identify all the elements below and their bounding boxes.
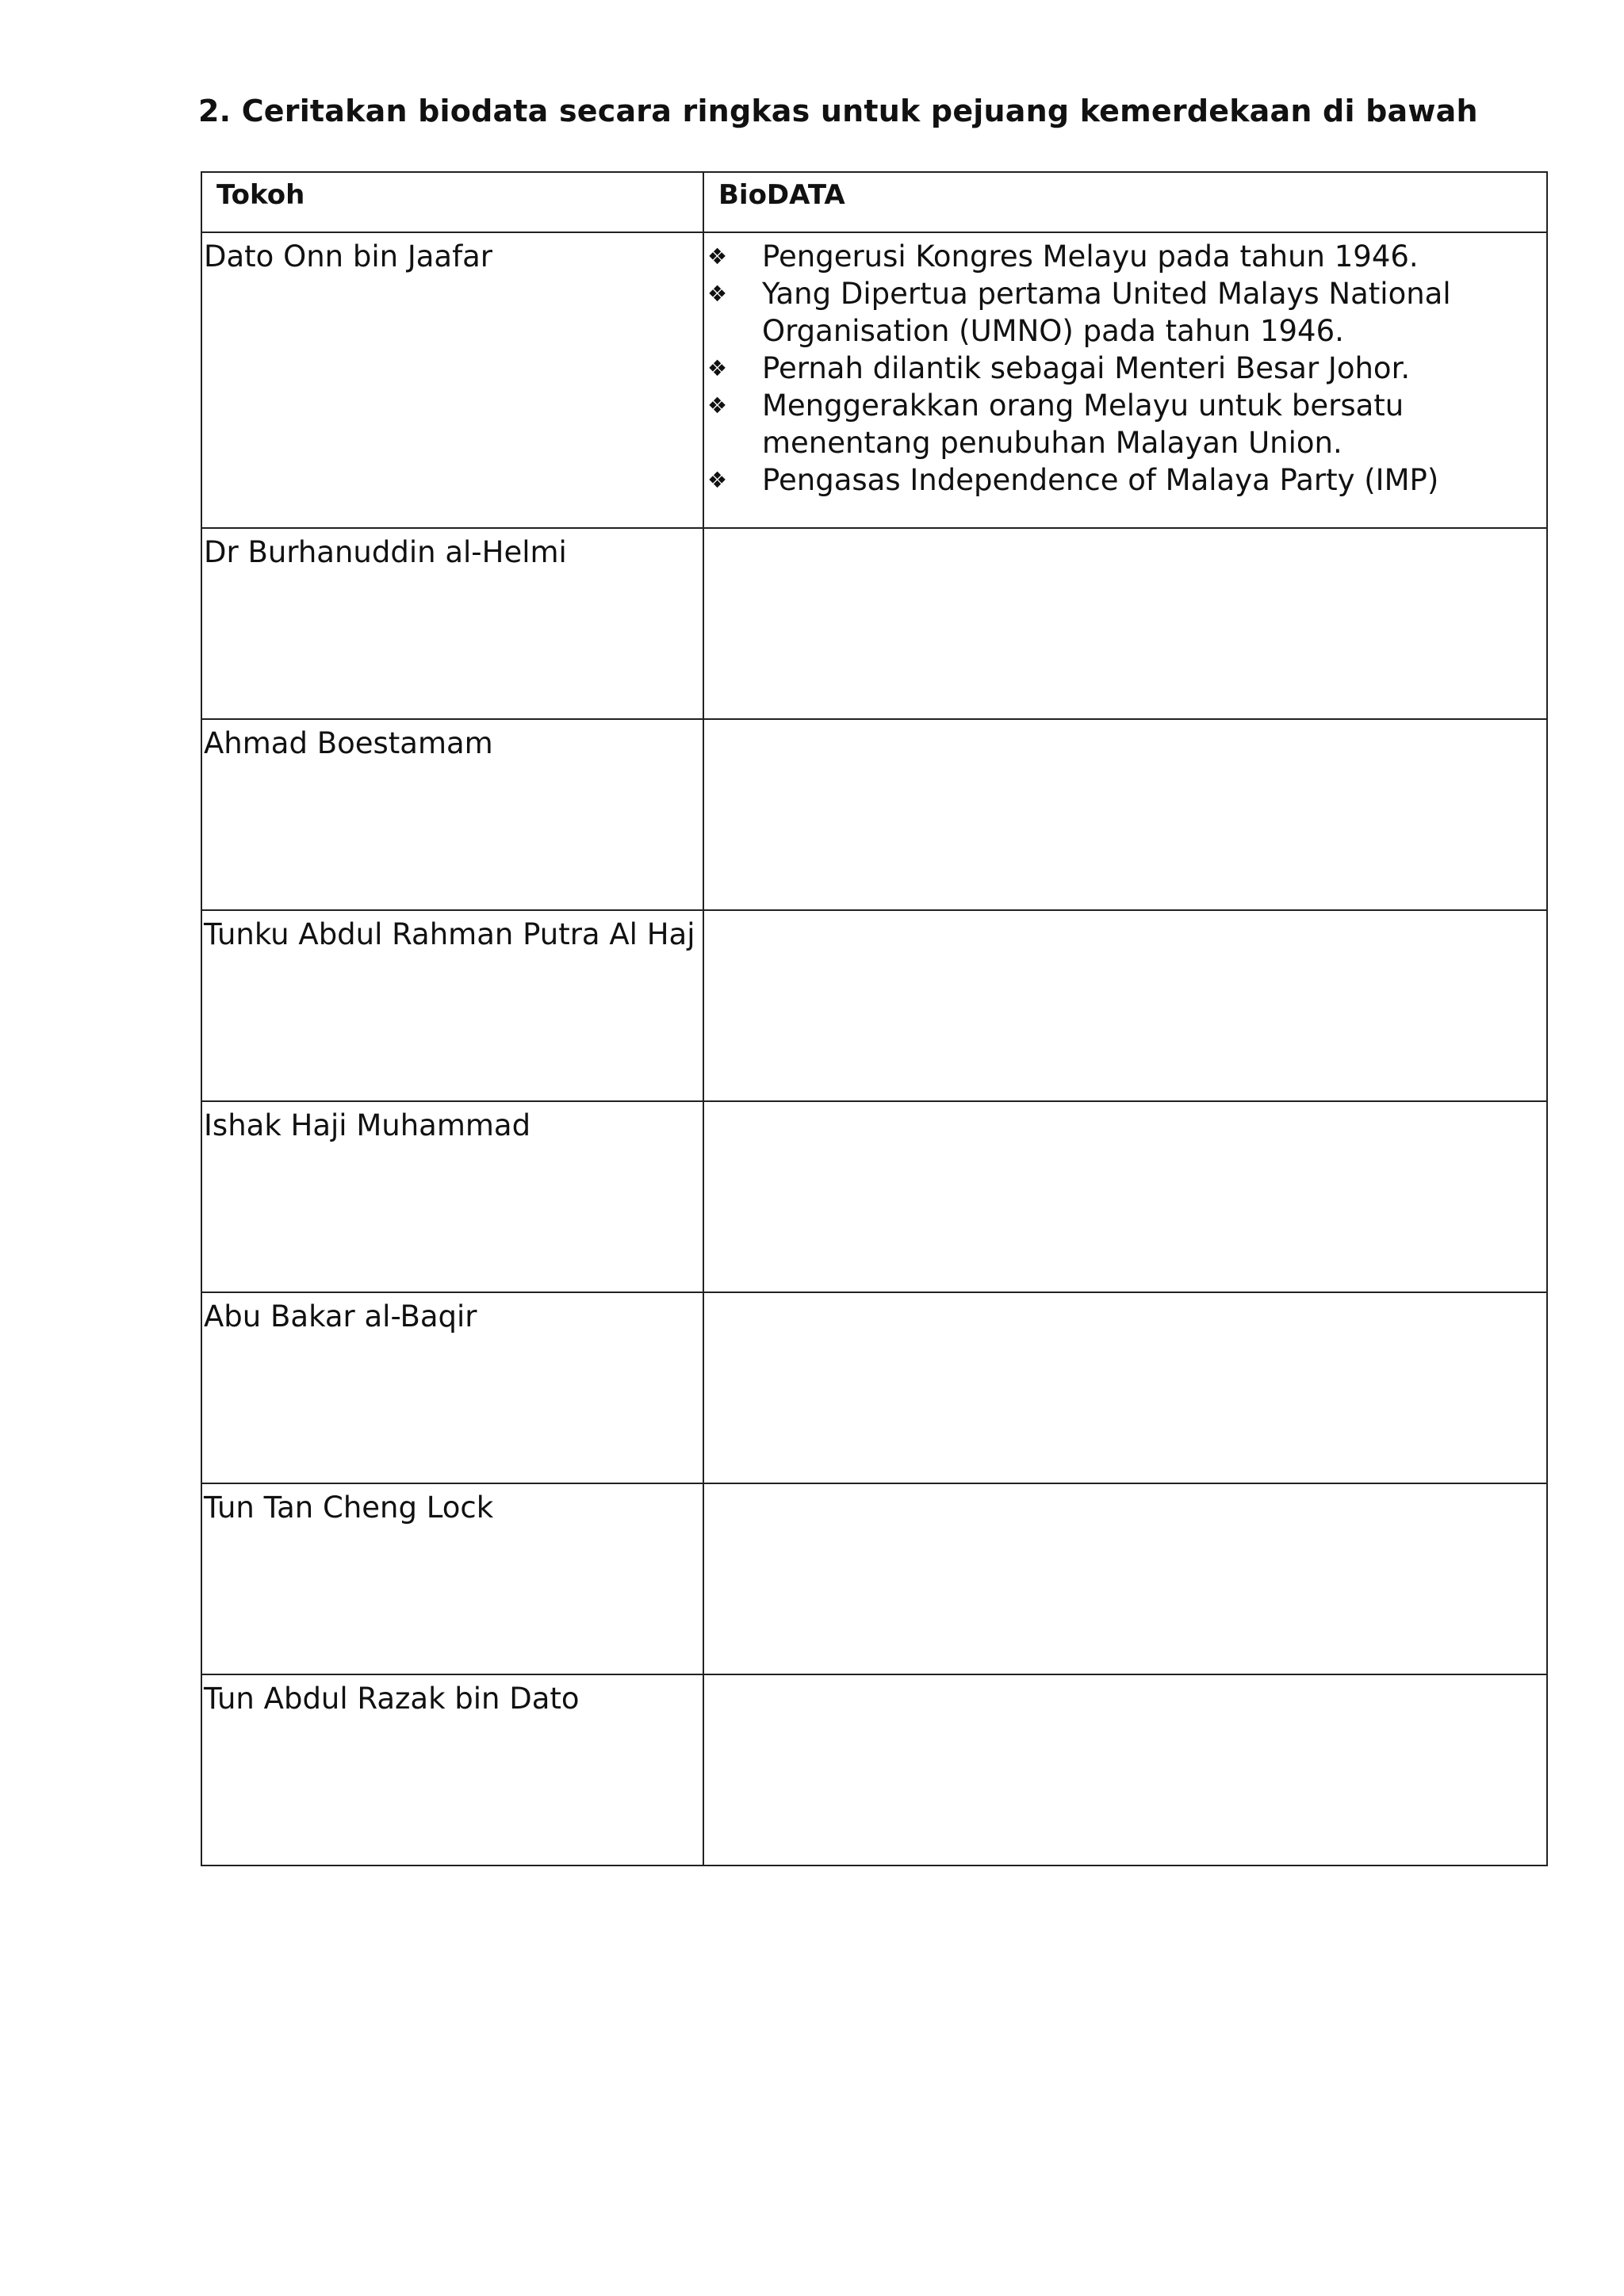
four-diamond-bullet-icon: ❖ <box>707 392 728 419</box>
table-row <box>201 1483 1547 1674</box>
tokoh-cell <box>201 528 703 719</box>
tokoh-cell <box>201 719 703 910</box>
four-diamond-bullet-icon: ❖ <box>707 355 728 381</box>
table-row <box>201 232 1547 528</box>
tokoh-name: Tun Abdul Razak bin Dato <box>204 1682 580 1716</box>
biodata-cell-empty[interactable] <box>703 719 1547 910</box>
biodata-cell[interactable] <box>703 232 1547 528</box>
biodata-cell-empty[interactable] <box>703 1674 1547 1866</box>
tokoh-name: Tunku Abdul Rahman Putra Al Haj <box>204 917 695 951</box>
tokoh-cell <box>201 1674 703 1866</box>
question-heading: 2. Ceritakan biodata secara ringkas untuk pejuang kemerdekaan di bawah <box>198 94 1478 128</box>
table-header-row <box>201 172 1547 232</box>
tokoh-cell <box>201 1292 703 1483</box>
tokoh-cell <box>201 1101 703 1292</box>
biodata-cell-empty[interactable] <box>703 1292 1547 1483</box>
biodata-point-text: Yang Dipertua pertama United Malays National Organisation (UMNO) pada tahun 1946. <box>762 277 1451 348</box>
biodata-point <box>704 350 1546 387</box>
tokoh-name: Dr Burhanuddin al-Helmi <box>204 535 567 569</box>
biodata-point <box>704 275 1546 350</box>
table-row <box>201 910 1547 1101</box>
tokoh-name: Abu Bakar al-Baqir <box>204 1299 477 1334</box>
four-diamond-bullet-icon: ❖ <box>707 467 728 493</box>
biodata-point-text: Menggerakkan orang Melayu untuk bersatu menentang penubuhan Malayan Union. <box>762 388 1404 460</box>
header-biodata: BioDATA <box>703 172 1547 232</box>
tokoh-name: Dato Onn bin Jaafar <box>204 239 493 274</box>
biodata-point-text: Pengerusi Kongres Melayu pada tahun 1946. <box>762 239 1419 274</box>
biodata-point <box>704 461 1546 499</box>
biodata-cell-empty[interactable] <box>703 910 1547 1101</box>
biodata-point <box>704 238 1546 275</box>
tokoh-name: Ahmad Boestamam <box>204 726 493 760</box>
biodata-point <box>704 387 1546 461</box>
biodata-point-text: Pengasas Independence of Malaya Party (IMP) <box>762 463 1439 497</box>
biodata-point-text: Pernah dilantik sebagai Menteri Besar Johor. <box>762 351 1411 385</box>
tokoh-cell <box>201 1483 703 1674</box>
biodata-cell-empty[interactable] <box>703 1483 1547 1674</box>
tokoh-name: Ishak Haji Muhammad <box>204 1108 531 1142</box>
table-row <box>201 719 1547 910</box>
biodata-table <box>201 171 1548 1866</box>
tokoh-name: Tun Tan Cheng Lock <box>204 1490 494 1525</box>
table-row <box>201 528 1547 719</box>
four-diamond-bullet-icon: ❖ <box>707 243 728 270</box>
table-row <box>201 1674 1547 1866</box>
table-row <box>201 1101 1547 1292</box>
biodata-cell-empty[interactable] <box>703 1101 1547 1292</box>
tokoh-cell <box>201 910 703 1101</box>
biodata-list <box>704 233 1546 499</box>
header-tokoh: Tokoh <box>201 172 703 232</box>
table-row <box>201 1292 1547 1483</box>
four-diamond-bullet-icon: ❖ <box>707 281 728 307</box>
tokoh-cell <box>201 232 703 528</box>
biodata-cell-empty[interactable] <box>703 528 1547 719</box>
